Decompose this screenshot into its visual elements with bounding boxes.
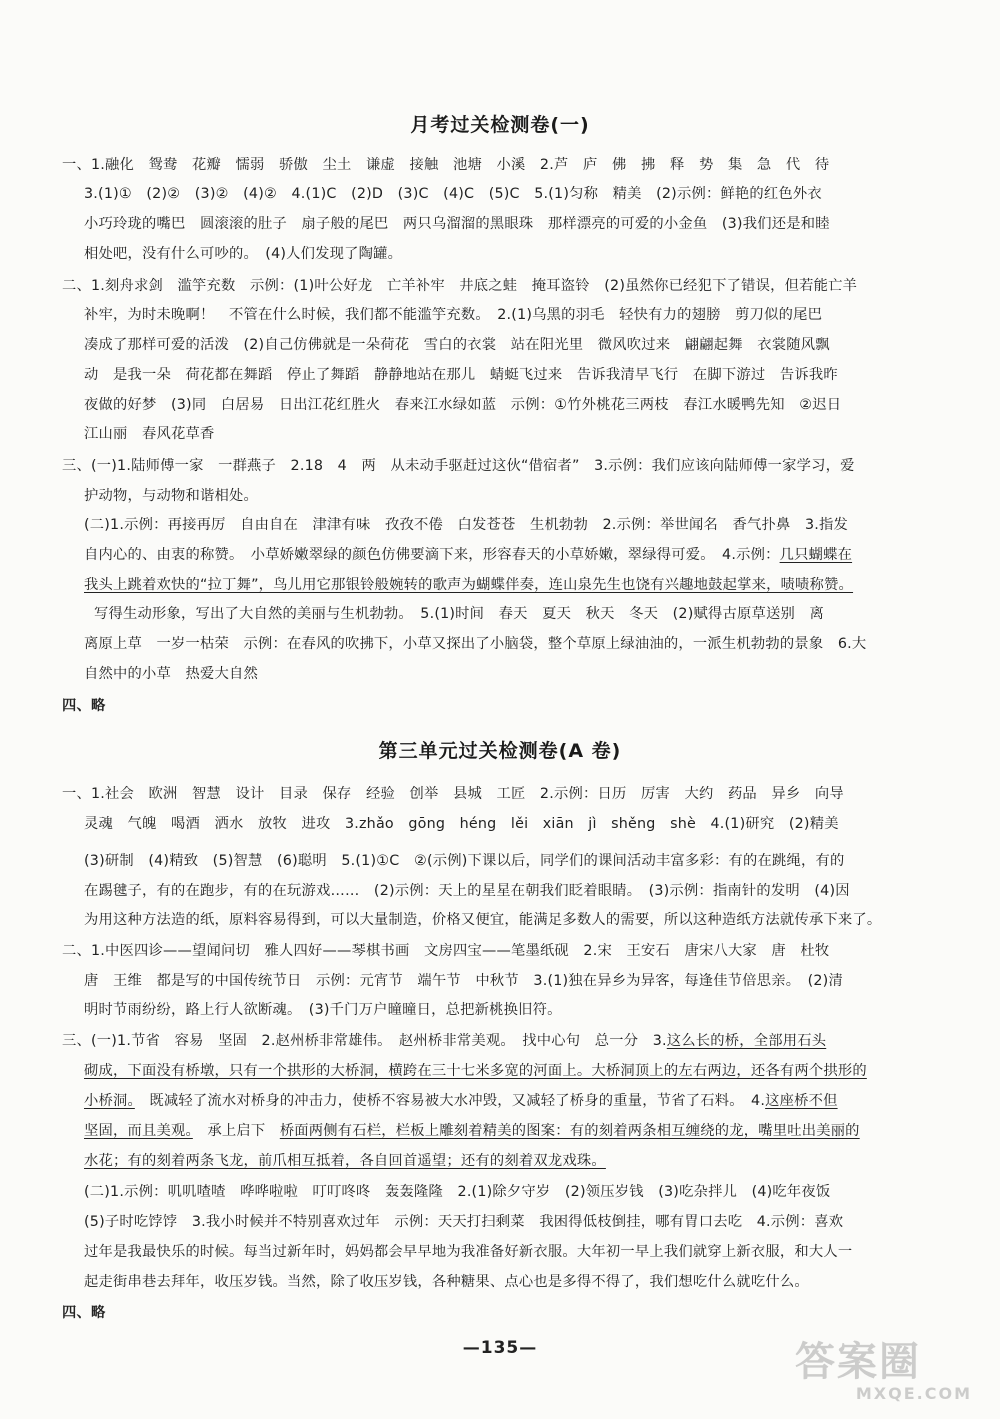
answer-line: 一、1.社会 欧洲 智慧 设计 目录 保存 经验 创举 县城 工匠 2.示例：日历 厉害 大约 药品 异乡 向导 — [62, 786, 844, 802]
section1-title: 月考过关检测卷(一) — [410, 114, 590, 136]
underlined-answer: 坚固，而且美观。 — [84, 1123, 193, 1139]
underlined-answer-line: 水花；有的刻着两条飞龙，前爪相互抵着，各自回首遥望；还有的刻着双龙戏珠。 — [84, 1153, 606, 1169]
answer-line: 3.(1)① (2)② (3)② (4)② 4.(1)C (2)D (3)C (4)C (5)C 5.(1)匀称 精美 (2)示例：鲜艳的红色外衣 — [84, 186, 822, 202]
answer-line: 动 是我一朵 荷花都在舞蹈 停止了舞蹈 静静地站在那儿 蜻蜓飞过来 告诉我清早飞行 在脚下游过 告诉我昨 — [84, 367, 838, 383]
answer-line: 四、略 — [62, 1305, 106, 1321]
answer-line — [62, 1031, 826, 1051]
page-number: —135— — [462, 1338, 538, 1358]
underlined-answer-line: 我头上跳着欢快的“拉丁舞”，鸟儿用它那银铃般婉转的歌声为蝴蝶伴奏，连山泉先生也饶有兴趣地鼓起掌来，啧啧称赞。 — [84, 577, 854, 593]
answer-line: (二)1.示例：叽叽喳喳 哗哗啦啦 叮叮咚咚 轰轰隆隆 2.(1)除夕守岁 (2)领压岁钱 (3)吃杂拌儿 (4)吃年夜饭 — [84, 1184, 831, 1200]
section2-title: 第三单元过关检测卷(A 卷) — [378, 740, 622, 762]
underlined-answer-line: 砌成，下面没有桥墩，只有一个拱形的大桥洞，横跨在三十七米多宽的河面上。大桥洞顶上的左右两边，还各有两个拱形的 — [84, 1063, 867, 1079]
answer-line: 三、(一)1.陆师傅一家 一群燕子 2.18 4 两 从未动手驱赶过这伙“借宿者” 3.示例：我们应该向陆师傅一家学习，爱 — [62, 458, 855, 474]
answer-line: (二)1.示例：再接再厉 自由自在 津津有味 孜孜不倦 白发苍苍 生机勃勃 2.示例：举世闻名 香气扑鼻 3.指发 — [84, 517, 849, 533]
answer-line: 二、1.刻舟求剑 滥竽充数 示例：(1)叶公好龙 亡羊补牢 井底之蛙 掩耳盗铃 (2)虽然你已经犯下了错误，但若能亡羊 — [62, 278, 858, 294]
answer-line: 二、1.中医四诊——望闻问切 雅人四好——琴棋书画 文房四宝——笔墨纸砚 2.宋 王安石 唐宋八大家 唐 杜牧 — [62, 943, 830, 959]
answer-line — [84, 545, 852, 565]
answer-line: 补牢，为时未晚啊！ 不管在什么时候，我们都不能滥竽充数。 2.(1)乌黑的羽毛 轻快有力的翅膀 剪刀似的尾巴 — [84, 307, 823, 323]
answer-line: 在踢毽子，有的在跑步，有的在玩游戏…… (2)示例：天上的星星在朝我们眨着眼睛。 (3)示例：指南针的发明 (4)因 — [84, 883, 850, 899]
underlined-answer: 桥面两侧有石栏，栏板上雕刻着精美的图案：有的刻着两条相互缠绕的龙，嘴里吐出美丽的 — [279, 1123, 860, 1139]
answer-text: 自内心的、由衷的称赞。 小草娇嫩翠绿的颜色仿佛要滴下来，形容春天的小草娇嫩，翠绿得可爱。 4.示例： — [84, 547, 780, 563]
answer-line: 唐 王维 都是写的中国传统节日 示例：元宵节 端午节 中秋节 3.(1)独在异乡为异客，每逢佳节倍思亲。 (2)清 — [84, 973, 843, 989]
answer-line: 起走街串巷去拜年，收压岁钱。当然，除了收压岁钱，各种糖果、点心也是多得不得了，我们想吃什么就吃什么。 — [84, 1274, 809, 1290]
answer-line: 江山丽 春风花草香 — [84, 426, 215, 442]
watermark-logo — [795, 1340, 980, 1410]
answer-line — [84, 1121, 860, 1141]
answer-text: 既减轻了流水对桥身的冲击力，使桥不容易被大水冲毁，又减轻了桥身的重量，节省了石料。 4. — [149, 1093, 766, 1109]
watermark-title: 答案圈 — [795, 1339, 921, 1385]
answer-line: 过年是我最快乐的时候。每当过新年时，妈妈都会早早地为我准备好新衣服。大年初一早上我们就穿上新衣服，和大人一 — [84, 1244, 853, 1260]
underlined-answer: 这么长的桥，全部用石头 — [666, 1033, 827, 1049]
watermark-url: MXQE.COM — [855, 1384, 972, 1403]
answer-line: 护动物，与动物和谐相处。 — [84, 488, 258, 504]
answer-line: 四、略 — [62, 698, 106, 714]
underlined-answer: 几只蝴蝶在 — [779, 547, 853, 563]
answer-line: 凑成了那样可爱的活泼 (2)自己仿佛就是一朵荷花 雪白的衣裳 站在阳光里 微风吹过来 翩翩起舞 衣裳随风飘 — [84, 337, 830, 353]
answer-line: 写得生动形象，写出了大自然的美丽与生机勃勃。 5.(1)时间 春天 夏天 秋天 冬天 (2)赋得古原草送别 离 — [94, 606, 824, 622]
answer-line: 自然中的小草 热爱大自然 — [84, 666, 258, 682]
underlined-answer: 小桥洞。 — [84, 1093, 135, 1109]
answer-line — [84, 1091, 838, 1111]
answer-line: 夜做的好梦 (3)同 白居易 日出江花红胜火 春来江水绿如蓝 示例：①竹外桃花三两枝 春江水暖鸭先知 ②迟日 — [84, 397, 842, 413]
answer-text: 承上启下 — [207, 1123, 280, 1139]
answer-line: 小巧玲珑的嘴巴 圆滚滚的肚子 扇子般的尾巴 两只乌溜溜的黑眼珠 那样漂亮的可爱的小金鱼 (3)我们还是和睦 — [84, 216, 830, 232]
answer-line: (5)子时吃饽饽 3.我小时候并不特别喜欢过年 示例：天天打扫剩菜 我困得低枝倒挂，哪有胃口去吃 4.示例：喜欢 — [84, 1214, 844, 1230]
answer-line: 为用这种方法造的纸，原料容易得到，可以大量制造，价格又便宜，能满足多数人的需要，所以这种造纸方法就传承下来了。 — [84, 912, 882, 928]
answer-line: 一、1.融化 鸳鸯 花瓣 懦弱 骄傲 尘土 谦虚 接触 池塘 小溪 2.芦 庐 佛 拂 释 势 集 急 代 待 — [62, 157, 830, 173]
answer-line: 相处吧，没有什么可吵的。 (4)人们发现了陶罐。 — [84, 246, 403, 262]
answer-line: (3)研制 (4)精致 (5)智慧 (6)聪明 5.(1)①C ②(示例)下课以后，同学们的课间活动丰富多彩：有的在跳绳，有的 — [84, 853, 845, 869]
answer-line: 灵魂 气魄 喝酒 洒水 放牧 进攻 3.zhǎo gōng héng lěi xiān jì shěng shè 4.(1)研究 (2)精美 — [84, 816, 839, 832]
answer-line: 离原上草 一岁一枯荣 示例：在春风的吹拂下，小草又探出了小脑袋，整个草原上绿油油的，一派生机勃勃的景象 6.大 — [84, 636, 867, 652]
answer-text: 三、(一)1.节省 容易 坚固 2.赵州桥非常雄伟。 赵州桥非常美观。 找中心句 总一分 3. — [62, 1033, 667, 1049]
answer-line: 明时节雨纷纷，路上行人欲断魂。 (3)千门万户曈曈日，总把新桃换旧符。 — [84, 1002, 562, 1018]
underlined-answer: 这座桥不但 — [765, 1093, 838, 1109]
